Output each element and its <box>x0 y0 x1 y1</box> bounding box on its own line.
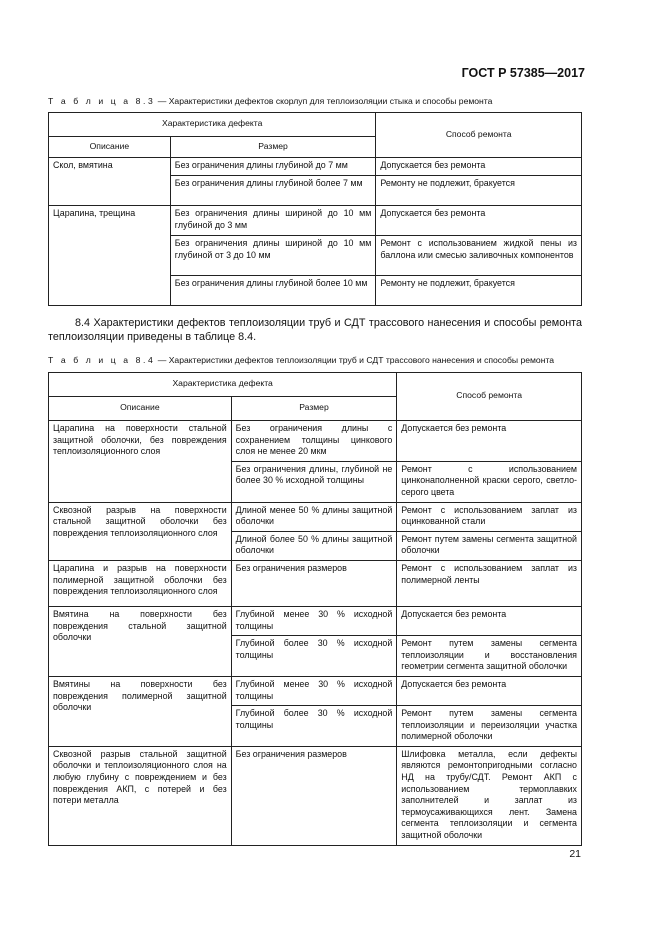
table-8-4-caption <box>48 355 554 365</box>
cell-size: Глубиной более 30 % исходной толщины <box>231 636 397 677</box>
cell-description: Сквозной разрыв стальной защитной оболочки и теплоизоляционного слоя на любую глубину с повреждением и без повреждения АКП, с потерей и без потери металла <box>49 746 232 845</box>
cell-method: Ремонт с использованием заплат из полимерной ленты <box>397 560 582 606</box>
table-8-4 <box>48 372 582 846</box>
cell-size: Без ограничения размеров <box>231 560 397 606</box>
page-number: 21 <box>569 848 581 860</box>
cell-size: Глубиной менее 30 % исходной толщины <box>231 676 397 705</box>
cell-description: Сквозной разрыв на поверхности стальной защитной оболочки без повреждения теплоизоляционного слоя <box>49 502 232 560</box>
cell-size: Глубиной более 30 % исходной толщины <box>231 706 397 747</box>
table-8-3 <box>48 112 582 306</box>
cell-size: Без ограничения размеров <box>231 746 397 845</box>
cell-size: Без ограничения длины глубиной более 7 мм <box>170 176 376 206</box>
header-characteristic: Характеристика дефекта <box>49 373 397 397</box>
header-size: Размер <box>170 137 376 158</box>
cell-method: Ремонт с использованием заплат из оцинкованной стали <box>397 502 582 531</box>
header-method: Способ ремонта <box>376 113 582 158</box>
table-8-3-caption <box>48 96 492 106</box>
table-title: — Характеристики дефектов теплоизоляции труб и СДТ трассового нанесения и способы ремонта <box>155 355 555 365</box>
header-characteristic: Характеристика дефекта <box>49 113 376 137</box>
header-method: Способ ремонта <box>397 373 582 421</box>
cell-size: Длиной более 50 % длины защитной оболочки <box>231 531 397 560</box>
cell-description: Царапина, трещина <box>49 206 171 306</box>
table-title: — Характеристики дефектов скорлуп для теплоизоляции стыка и способы ремонта <box>155 96 493 106</box>
cell-method: Допускается без ремонта <box>397 606 582 635</box>
cell-method: Ремонт путем замены сегмента теплоизоляции и восстановления геометрии сегмента защитной оболочки <box>397 636 582 677</box>
cell-method: Допускается без ремонта <box>376 206 582 236</box>
cell-method: Ремонт путем замены сегмента защитной оболочки <box>397 531 582 560</box>
table-label: Т а б л и ц а 8.3 <box>48 96 156 106</box>
cell-description: Скол, вмятина <box>49 158 171 206</box>
cell-size: Без ограничения длины шириной до 10 мм глубиной от 3 до 10 мм <box>170 236 376 276</box>
cell-description: Вмятины на поверхности без повреждения полимерной защитной оболочки <box>49 676 232 746</box>
cell-size: Без ограничения длины глубиной более 10 мм <box>170 276 376 306</box>
document-id: ГОСТ Р 57385—2017 <box>461 66 585 80</box>
cell-method: Допускается без ремонта <box>397 421 582 462</box>
cell-size: Без ограничения длины шириной до 10 мм глубиной до 3 мм <box>170 206 376 236</box>
cell-size: Длиной менее 50 % длины защитной оболочки <box>231 502 397 531</box>
header-description: Описание <box>49 137 171 158</box>
section-8-4-paragraph: 8.4 Характеристики дефектов теплоизоляции труб и СДТ трассового нанесения и способы ремонта теплоизоляции приведены в таблице 8.4. <box>48 317 582 343</box>
cell-description: Царапина и разрыв на поверхности полимерной защитной оболочки без повреждения теплоизоляционного слоя <box>49 560 232 606</box>
cell-method: Ремонту не подлежит, бракуется <box>376 176 582 206</box>
table-label: Т а б л и ц а 8.4 <box>48 355 156 365</box>
cell-description: Вмятина на поверхности без повреждения стальной защитной оболочки <box>49 606 232 676</box>
cell-size: Глубиной менее 30 % исходной толщины <box>231 606 397 635</box>
cell-size: Без ограничения длины глубиной до 7 мм <box>170 158 376 176</box>
cell-size: Без ограничения длины, глубиной не более 30 % исходной толщины <box>231 461 397 502</box>
cell-size: Без ограничения длины с сохранением толщины цинкового слоя не менее 20 мкм <box>231 421 397 462</box>
cell-method: Допускается без ремонта <box>376 158 582 176</box>
cell-method: Допускается без ремонта <box>397 676 582 705</box>
cell-method: Ремонт путем замены сегмента теплоизоляции и переизоляции участка полимерной оболочки <box>397 706 582 747</box>
cell-method: Ремонту не подлежит, бракуется <box>376 276 582 306</box>
cell-method: Ремонт с использованием цинконаполненной краски серого, светло-серого цвета <box>397 461 582 502</box>
header-description: Описание <box>49 397 232 421</box>
header-size: Размер <box>231 397 397 421</box>
cell-method: Ремонт с использованием жидкой пены из баллона или смесью заливочных компонентов <box>376 236 582 276</box>
cell-description: Царапина на поверхности стальной защитной оболочки, без повреждения теплоизоляционного слоя <box>49 421 232 503</box>
cell-method: Шлифовка металла, если дефекты являются ремонтопригодными согласно НД на трубу/СДТ. Ремонт АКП с использованием термоплавких заполнителей и заплат из термоусаживающихся лент. Замена сегмента теплоизоляции и сегмента защитной оболочки <box>397 746 582 845</box>
